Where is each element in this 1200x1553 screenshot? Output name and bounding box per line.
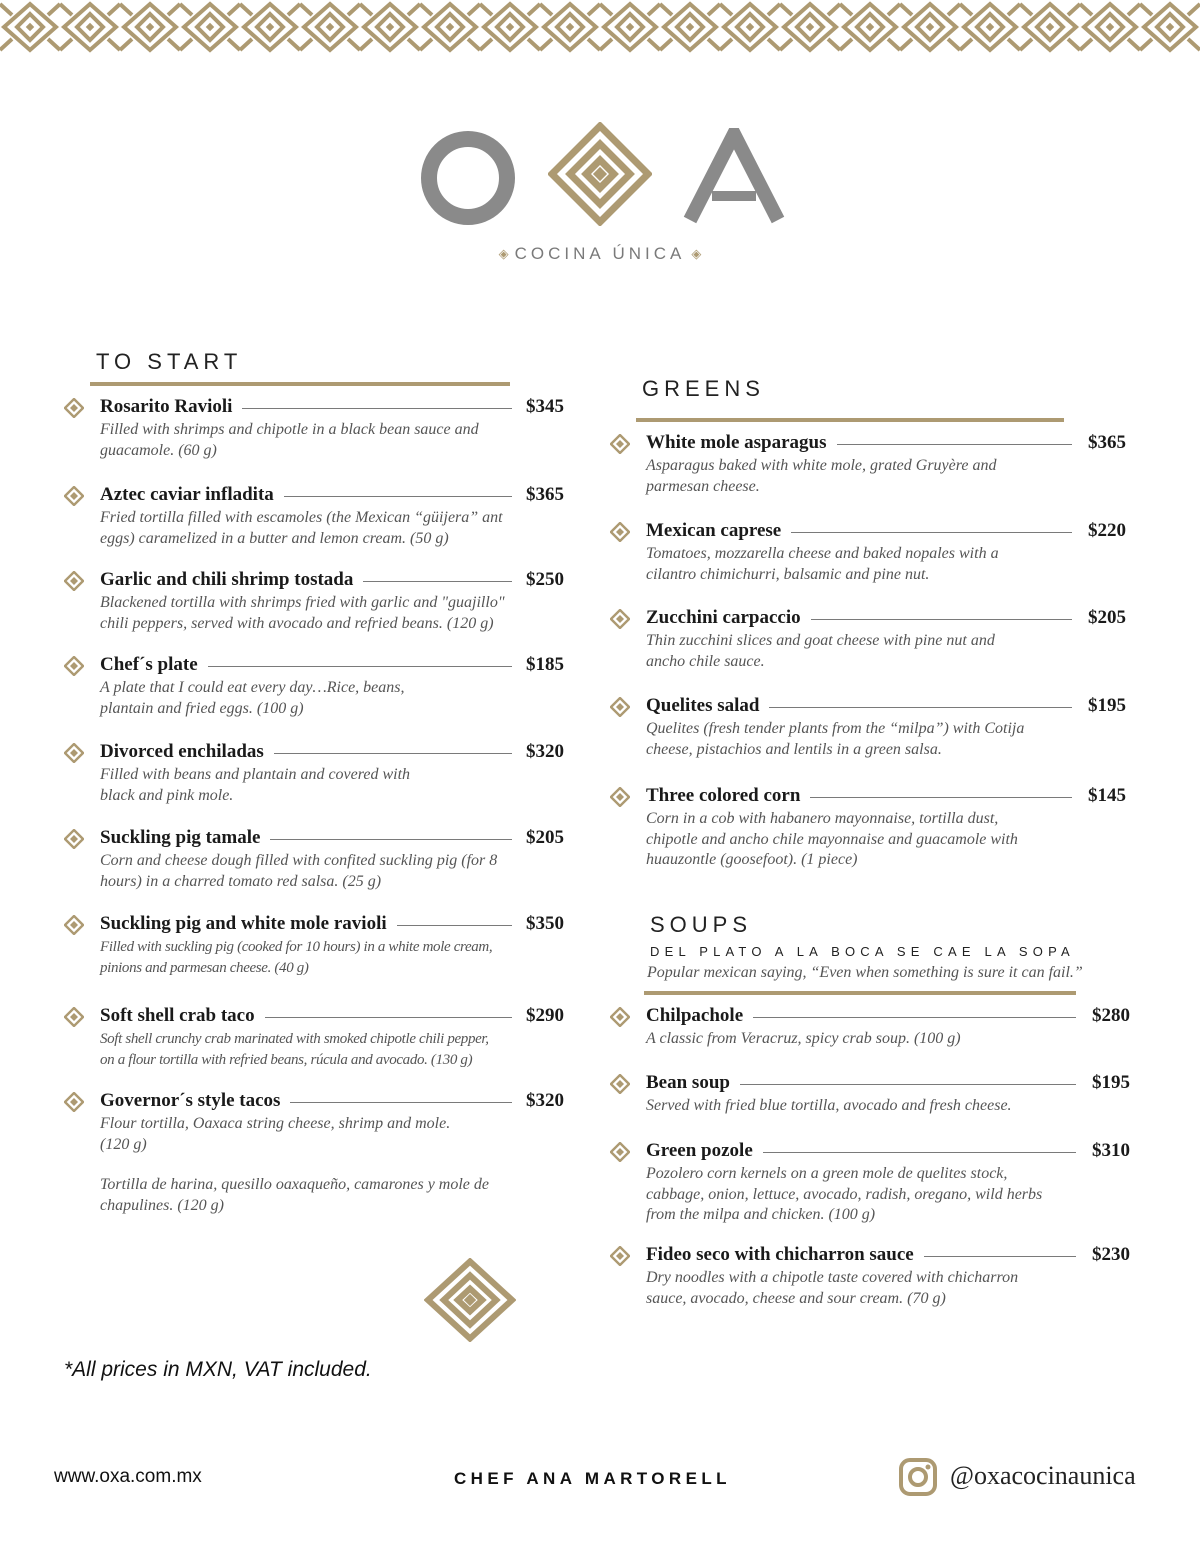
menu-item [64,1090,604,1170]
item-name: Mexican caprese [646,520,791,542]
description-line: cabbage, onion, lettuce, avocado, radish, oregano, wild herbs [646,1185,1043,1203]
chef-credit: CHEF ANA MARTORELL [454,1469,731,1488]
description-line: Corn in a cob with habanero mayonnaise, tortilla dust, [646,810,999,827]
item-description [646,456,996,497]
description-line: (120 g) [100,1135,147,1153]
description-line: on a flour tortilla with refried beans, rúcula and avocado. (130 g) [100,1051,473,1068]
item-description [646,1096,1012,1117]
item-description [100,765,410,806]
item-description [100,593,505,634]
item-name: Chilpachole [646,1005,753,1027]
description-line: hours) in a charred tomato red salsa. (25 g) [100,872,382,890]
menu-item [610,695,1150,775]
item-price: $345 [526,396,564,417]
description-line: from the milpa and chicken. (100 g) [646,1206,876,1223]
soups-saying: Popular mexican saying, “Even when something is sure it can fail.” [647,964,1083,981]
description-line: Dry noodles with a chipotle taste covered with chicharron [646,1269,1019,1286]
item-price: $350 [526,913,564,934]
item-price: $205 [526,827,564,848]
description-line: Blackened tortilla with shrimps fried with garlic and "guajillo" [100,594,505,611]
description-line: cheese, pistachios and lentils in a green salsa. [646,740,942,758]
item-name: Quelites salad [646,695,769,717]
item-description [100,508,503,549]
section-rule [644,991,1076,995]
item-name: Garlic and chili shrimp tostada [100,569,363,591]
item-description [646,1164,1042,1226]
item-name: Chef´s plate [100,654,208,676]
diamond-bullet-icon [610,1007,630,1027]
item-description [646,1029,961,1050]
menu-item [64,569,604,649]
menu-item [64,654,604,734]
menu-item [610,1140,1150,1223]
logo-letter-a-icon [682,128,786,224]
description-line: Soft shell crunchy crab marinated with smoked chipotle chili pepper, [100,1031,489,1047]
tagline-text: COCINA ÚNICA [514,244,686,263]
oxa-logo [420,118,790,228]
item-name: Governor´s style tacos [100,1090,290,1112]
menu-item [610,432,1150,512]
item-name: Zucchini carpaccio [646,607,811,629]
section-title-to-start: TO START [96,349,243,374]
item-price: $220 [1088,520,1126,541]
description-line: cilantro chimichurri, balsamic and pine nut. [646,565,930,583]
diamond-bullet-icon [610,434,630,454]
item-price: $205 [1088,607,1126,628]
website-link[interactable]: www.oxa.com.mx [54,1466,202,1487]
diamond-bullet-icon [64,486,84,506]
item-price: $195 [1092,1072,1130,1093]
diamond-bullet-icon [64,398,84,418]
item-name: Suckling pig tamale [100,827,270,849]
description-line: chipotle and ancho chile mayonnaise and guacamole with [646,830,1018,848]
item-description [100,420,479,461]
item-description [100,678,405,719]
item-price: $320 [526,1090,564,1111]
diamond-bullet-icon [610,1074,630,1094]
description-line: Filled with shrimps and chipotle in a black bean sauce and [100,421,479,438]
description-line: guacamole. (60 g) [100,441,217,459]
logo-letter-x-emblem-icon [548,122,652,226]
description-line: Flour tortilla, Oaxaca string cheese, shrimp and mole. [100,1115,451,1132]
diamond-bullet-icon [610,522,630,542]
menu-item [64,741,604,821]
menu-item [610,785,1150,868]
diamond-bullet-icon [64,743,84,763]
description-line: Filled with suckling pig (cooked for 10 hours) in a white mole cream, [100,939,493,955]
item-price: $280 [1092,1005,1130,1026]
instagram-icon[interactable] [898,1457,938,1497]
menu-item [64,827,604,907]
menu-item [64,396,604,476]
item-name: Aztec caviar infladita [100,484,284,506]
section-rule [636,418,1064,422]
diamond-bullet-icon [64,829,84,849]
item-description [646,809,1018,871]
item-description [646,544,999,585]
diamond-icon: ◈ [498,246,509,261]
menu-item [64,913,604,993]
description-line: Corn and cheese dough filled with confited suckling pig (for 8 [100,852,498,869]
item-name: Green pozole [646,1140,763,1162]
section-title-soups: SOUPS [650,912,753,937]
menu-item [610,520,1150,600]
diamond-bullet-icon [610,1142,630,1162]
description-line: Asparagus baked with white mole, grated Gruyère and [646,457,997,474]
item-name: Suckling pig and white mole ravioli [100,913,397,935]
instagram-handle[interactable]: @oxacocinaunica [950,1461,1136,1490]
description-line: Served with fried blue tortilla, avocado and fresh cheese. [646,1097,1012,1114]
section-title-greens: GREENS [642,376,765,401]
oxa-emblem-icon [424,1258,516,1342]
item-description [100,937,492,978]
diamond-bullet-icon [64,915,84,935]
diamond-bullet-icon [64,1092,84,1112]
description-line: A classic from Veracruz, spicy crab soup. (100 g) [646,1030,961,1047]
description-line: plantain and fried eggs. (100 g) [100,699,304,717]
description-line: black and pink mole. [100,786,234,804]
item-name: Three colored corn [646,785,810,807]
soups-subtitle: DEL PLATO A LA BOCA SE CAE LA SOPA [650,944,1075,959]
description-line: Thin zucchini slices and goat cheese with pine nut and [646,632,995,649]
item-description [646,1268,1018,1309]
logo-letter-o-icon [420,130,516,226]
item-description [100,851,497,892]
description-line: A plate that I could eat every day…Rice, beans, [100,679,405,696]
item-price: $250 [526,569,564,590]
diamond-bullet-icon [610,609,630,629]
item-price: $145 [1088,785,1126,806]
item-description [100,1029,489,1070]
item-price: $365 [1088,432,1126,453]
item-name: Bean soup [646,1072,740,1094]
description-line: Pozolero corn kernels on a green mole de quelites stock, [646,1165,1008,1182]
menu-item [610,607,1150,687]
description-line: parmesan cheese. [646,477,760,495]
item-price: $320 [526,741,564,762]
description-line: Quelites (fresh tender plants from the “milpa”) with Cotija [646,720,1025,737]
menu-item [64,1005,604,1085]
decorative-top-border [0,0,1200,54]
item-name: Divorced enchiladas [100,741,274,763]
brand-tagline [0,244,1200,264]
diamond-bullet-icon [64,1007,84,1027]
description-line: sauce, avocado, cheese and sour cream. (70 g) [646,1289,946,1307]
item-name: Soft shell crab taco [100,1005,265,1027]
item-name: Rosarito Ravioli [100,396,242,418]
menu-item [64,484,604,564]
description-line: pinions and parmesan cheese. (40 g) [100,959,309,976]
diamond-bullet-icon [610,1246,630,1266]
diamond-bullet-icon [610,697,630,717]
diamond-bullet-icon [64,656,84,676]
item-price: $185 [526,654,564,675]
item-price: $290 [526,1005,564,1026]
description-line: Fried tortilla filled with escamoles (the Mexican “güijera” ant [100,509,503,526]
menu-item [610,1244,1150,1324]
description-line: Filled with beans and plantain and covered with [100,766,411,783]
item-price: $195 [1088,695,1126,716]
item-description [646,719,1024,760]
item-description [646,631,995,672]
item-description [100,1114,450,1155]
item-price: $365 [526,484,564,505]
description-line: chili peppers, served with avocado and refried beans. (120 g) [100,614,494,632]
item-price: $230 [1092,1244,1130,1265]
diamond-icon: ◈ [691,246,702,261]
diamond-bullet-icon [610,787,630,807]
description-line: Tomatoes, mozzarella cheese and baked nopales with a [646,545,999,562]
item-price: $310 [1092,1140,1130,1161]
governor-tacos-spanish-note: Tortilla de harina, quesillo oaxaqueño, camarones y mole de chapulines. (120 g) [100,1176,489,1214]
item-name: Fideo seco with chicharron sauce [646,1244,924,1266]
description-line: ancho chile sauce. [646,652,765,670]
description-line: huauzontle (goosefoot). (1 piece) [646,851,858,868]
section-rule [90,382,510,386]
price-footnote: *All prices in MXN, VAT included. [64,1358,372,1381]
description-line: eggs) caramelized in a butter and lemon cream. (50 g) [100,529,449,547]
item-name: White mole asparagus [646,432,837,454]
diamond-bullet-icon [64,571,84,591]
